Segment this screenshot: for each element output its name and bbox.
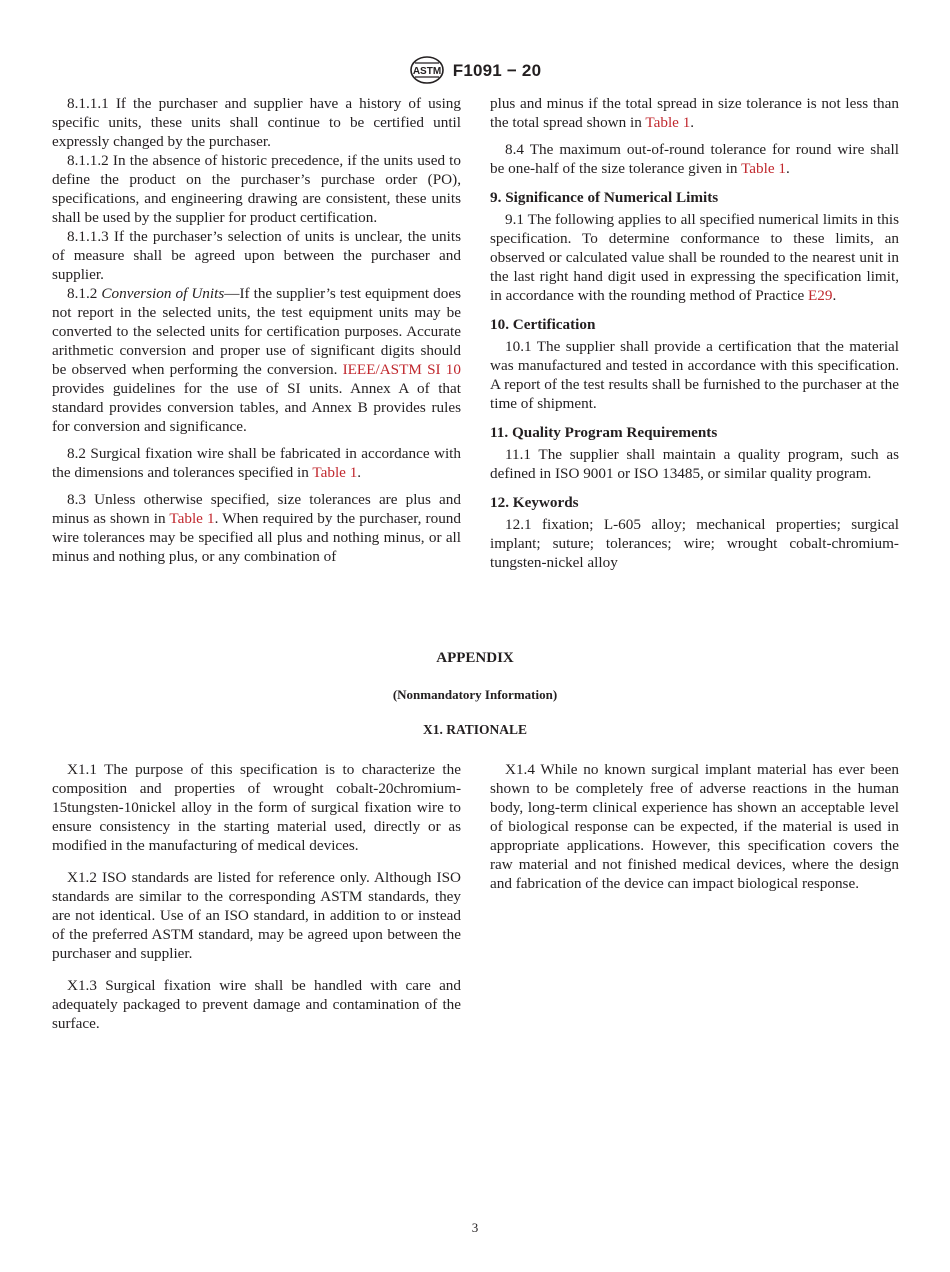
reference-link-si10[interactable]: IEEE/ASTM SI 10 — [342, 361, 461, 378]
paragraph-8-2: 8.2 Surgical fixation wire shall be fabricated in accordance with the dimensions and tolerances specified in Table 1. — [52, 445, 461, 481]
appendix-right-column — [490, 760, 899, 893]
appendix-left-column — [52, 760, 461, 1033]
paragraph-text: 8.2 Surgical fixation wire shall be fabricated in accordance with the dimensions and tolerances specified in — [52, 445, 461, 481]
paragraph-8-1-1-3: 8.1.1.3 If the purchaser’s selection of units is unclear, the units of measure shall be agreed upon between the purchaser and supplier. — [52, 228, 461, 283]
paragraph-8-1-1-1: 8.1.1.1 If the purchaser and supplier have a history of using specific units, these units shall continue to be certified until expressly changed by the purchaser. — [52, 95, 461, 150]
logo-text: ASTM — [412, 66, 441, 77]
heading-section-12: 12. Keywords — [490, 494, 579, 511]
paragraph-x1-4: X1.4 While no known surgical implant material has ever been shown to be completely free of adverse reactions in the human body, long-term clinical experience has shown an acceptable level of biological response can be expected, if the material is used in appropriate applications. However, this specification covers the raw material and not finished medical devices, where the design and fabrication of the device can impact biological response. — [490, 761, 899, 892]
reference-link-table-1[interactable]: Table 1 — [645, 114, 691, 131]
paragraph-x1-1: X1.1 The purpose of this specification is to characterize the composition and properties of wrought cobalt-20chromium-15tungsten-10nickel alloy in the form of surgical fixation wire to ensure consistency in the starting material used, directly or as modified in the manufacturing of medical devices. — [52, 761, 461, 854]
appendix-subtitle: (Nonmandatory Information) — [392, 687, 558, 702]
appendix-title: APPENDIX — [436, 650, 514, 666]
paragraph-10-1: 10.1 The supplier shall provide a certification that the material was manufactured and tested in accordance with this specification. A report of the test results shall be furnished to the purchaser at the time of shipment. — [490, 338, 899, 412]
page-number: 3 — [471, 1220, 479, 1235]
paragraph-8-1-2 — [52, 284, 461, 436]
document-designation: F1091 − 20 — [452, 60, 542, 80]
paragraph-text: plus and minus if the total spread in size tolerance is not less than the total spread shown in — [490, 95, 899, 131]
paragraph-8-3 — [52, 490, 461, 566]
page-header — [0, 55, 950, 83]
paragraph-text: 8.4 The maximum out-of-round tolerance for round wire shall be one-half of the size tolerance given in — [490, 141, 899, 177]
paragraph-8-4: 8.4 The maximum out-of-round tolerance for round wire shall be one-half of the size tolerance given in Table 1. — [490, 141, 899, 177]
reference-link-table-1[interactable]: Table 1 — [741, 160, 786, 177]
section-title: Conversion of Units — [101, 285, 225, 302]
left-column-top — [52, 94, 461, 566]
reference-link-e29[interactable]: E29 — [807, 287, 833, 304]
paragraph-8-3-continued: plus and minus if the total spread in size tolerance is not less than the total spread shown in Table 1. — [490, 95, 899, 131]
paragraph-9-1: 9.1 The following applies to all specified numerical limits in this specification. To determine conformance to these limits, an observed or calculated value shall be rounded to the nearest unit in the last right hand digit used in expressing the specification limit, in accordance with the rounding method of Practice E29. — [490, 211, 899, 304]
paragraph-text: 8.3 Unless otherwise specified, size tolerances are plus and minus as shown in — [52, 491, 461, 527]
reference-link-table-1[interactable]: Table 1 — [312, 464, 358, 481]
paragraph-11-1: 11.1 The supplier shall maintain a quality program, such as defined in ISO 9001 or ISO 13485, or similar quality program. — [490, 446, 899, 482]
reference-link-table-1[interactable]: Table 1 — [169, 510, 215, 527]
appendix-section-heading: X1. RATIONALE — [422, 722, 527, 737]
paragraph-text: . When required by the purchaser, round wire tolerances may be specified all plus and nothing minus, or all minus and nothing plus, or any combination of — [52, 510, 461, 565]
paragraph-text: 9.1 The following applies to all specified numerical limits in this specification. To determine conformance to these limits, an observed or calculated value shall be rounded to the nearest unit in the last right hand digit used in expressing the specification limit, in accordance with the rounding method of Practice — [490, 211, 899, 304]
paragraph-text: —If the supplier’s test equipment does not report in the selected units, the test equipment units may be converted to the selected units for certification purposes. Accurate arithmetic conversion and proper use of significant digits should be observed when performing the conversion. — [52, 285, 461, 378]
paragraph-12-1: 12.1 fixation; L-605 alloy; mechanical properties; surgical implant; suture; tolerances; wire; wrought cobalt-chromium-tungsten-nickel alloy — [490, 516, 899, 571]
paragraph-x1-3: X1.3 Surgical fixation wire shall be handled with care and adequately packaged to prevent damage and contamination of the surface. — [52, 977, 461, 1032]
heading-section-10: 10. Certification — [490, 316, 596, 333]
heading-section-9: 9. Significance of Numerical Limits — [490, 189, 719, 206]
section-number: 8.1.2 — [67, 285, 98, 302]
paragraph-x1-2: X1.2 ISO standards are listed for reference only. Although ISO standards are similar to the corresponding ASTM standards, they are not identical. Use of an ISO standard, in addition to or instead of the preferred ASTM standard, may be agreed upon between the purchaser and supplier. — [52, 869, 461, 962]
astm-logo-icon — [409, 55, 445, 85]
right-column-top — [490, 94, 899, 572]
heading-section-11: 11. Quality Program Requirements — [490, 424, 718, 441]
paragraph-8-1-1-2: 8.1.1.2 In the absence of historic precedence, if the units used to define the product on the purchaser’s purchase order (PO), specifications, and engineering drawing are consistent, these units shall be used by the supplier for product certification. — [52, 152, 461, 226]
paragraph-text: provides guidelines for the use of SI units. Annex A of that standard provides conversion tables, and Annex B provides rules for conversion and significance. — [52, 380, 461, 435]
